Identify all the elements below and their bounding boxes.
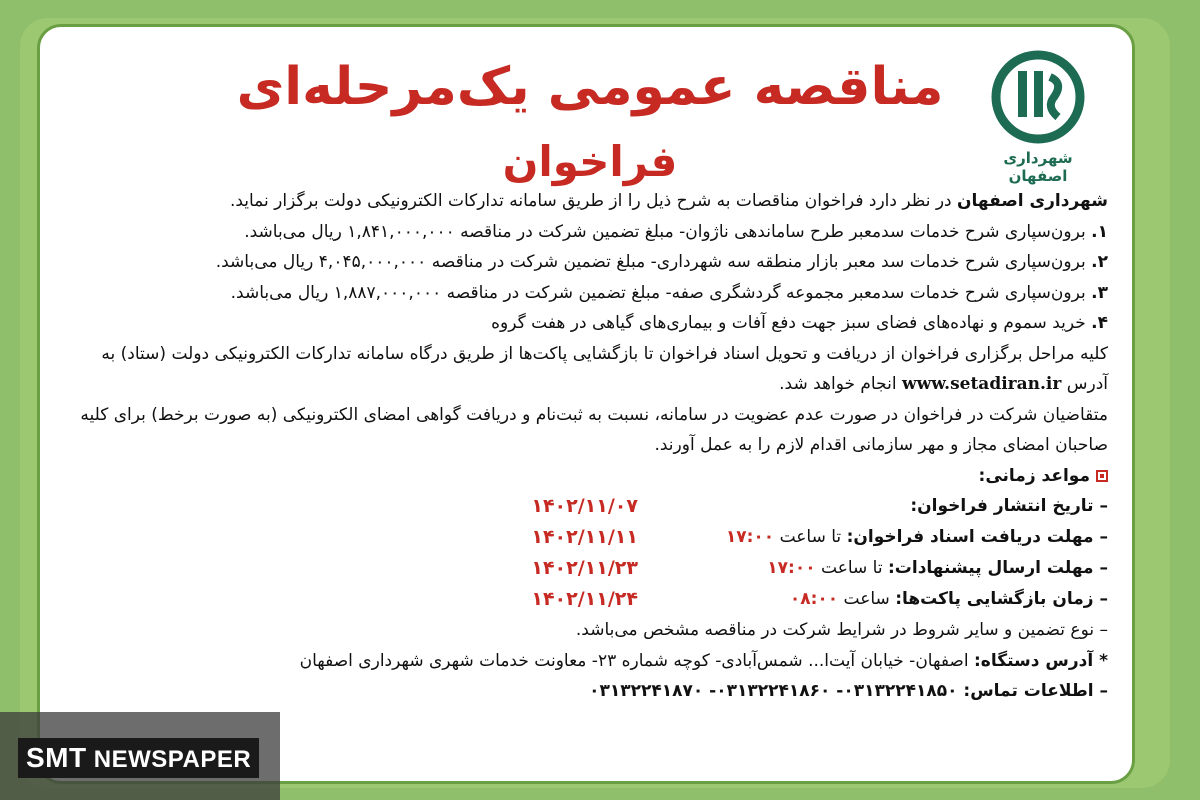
intro-text: در نظر دارد فراخوان مناقصات به شرح ذیل را از طریق سامانه تدارکات الکترونیکی دولت برگزار نماید. — [229, 191, 958, 211]
schedule-label — [726, 522, 1108, 553]
address-text: اصفهان- خیابان آیت‌ا... شمس‌آبادی- کوچه شماره ۲۳- معاونت خدمات شهری شهرداری اصفهان — [299, 650, 974, 671]
isfahan-municipality-logo — [978, 49, 1098, 185]
stages-text: کلیه مراحل برگزاری فراخوان از دریافت و تحویل اسناد فراخوان تا بازگشایی پاکت‌ها از طریق درگاه سامانه تدارکات الکترونیکی دولت (ستاد) به آدرس — [101, 343, 1108, 394]
contact-line — [58, 676, 1108, 707]
intro-paragraph — [58, 186, 1108, 217]
schedule-row — [58, 553, 1108, 584]
logo-caption: شهرداری اصفهان — [1003, 149, 1073, 185]
item-text: برون‌سپاری شرح خدمات سد معبر بازار منطقه سه شهرداری- مبلغ تضمین شرکت در مناقصه ۴,۰۴۵,۰۰۰,۰۰۰ ریال می‌باشد. — [215, 252, 1092, 272]
item-number: ۱. — [1091, 221, 1108, 242]
list-item — [58, 217, 1108, 248]
schedule-label — [790, 584, 1108, 615]
schedule-date: ۱۴۰۲/۱۱/۲۳ — [531, 557, 638, 579]
bullet-square-icon — [1096, 470, 1108, 482]
schedule-label-text: – تاریخ انتشار فراخوان: — [910, 496, 1108, 516]
guarantee-note: – نوع تضمین و سایر شروط در شرایط شرکت در مناقصه مشخص می‌باشد. — [575, 620, 1108, 640]
schedule-time: ۱۷:۰۰ — [725, 527, 775, 547]
schedule-prefix: ساعت — [838, 589, 896, 609]
setadiran-link[interactable]: www.setadiran.ir — [901, 374, 1062, 394]
schedule-label-text: – مهلت دریافت اسناد فراخوان: — [846, 527, 1108, 547]
address-line — [58, 646, 1108, 677]
schedule-prefix: تا ساعت — [815, 558, 888, 578]
item-text: برون‌سپاری شرح خدمات سدمعبر طرح ساماندهی ناژوان- مبلغ تضمین شرکت در مناقصه ۱,۸۴۱,۰۰۰,۰۰۰ ریال می‌باشد. — [244, 221, 1092, 242]
applicants-paragraph: متقاضیان شرکت در فراخوان در صورت عدم عضویت در سامانه، نسبت به ثبت‌نام و دریافت گواهی امضای الکترونیکی (به صورت برخط) برای کلیه صاحبان امضای مجاز و مهر سازمانی اقدام لازم را به عمل آورند. — [80, 404, 1108, 455]
item-text: برون‌سپاری شرح خدمات سدمعبر مجموعه گردشگری صفه- مبلغ تضمین شرکت در مناقصه ۱,۸۸۷,۰۰۰,۰۰۰ ریال می‌باشد. — [230, 282, 1092, 303]
intro-org: شهرداری اصفهان — [957, 191, 1108, 211]
municipality-emblem-icon — [990, 49, 1086, 145]
list-item — [58, 308, 1108, 339]
schedule-time: ۰۸:۰۰ — [789, 589, 839, 609]
page-title: مناقصه عمومی یک‌مرحله‌ای — [236, 57, 944, 117]
schedule-label-text: – زمان بازگشایی پاکت‌ها: — [895, 589, 1108, 609]
page-subtitle: فراخوان — [502, 137, 678, 186]
stages-paragraph — [58, 339, 1108, 400]
address-label: * آدرس دستگاه: — [973, 650, 1108, 671]
notice-body — [58, 186, 1108, 707]
list-item — [58, 247, 1108, 278]
schedule-row — [58, 491, 1108, 522]
schedule-section — [58, 461, 1108, 616]
item-number: ۴. — [1091, 313, 1108, 333]
item-text: خرید سموم و نهاده‌های فضای سبز جهت دفع آفات و بیماری‌های گیاهی در هفت گروه — [491, 313, 1092, 333]
tender-items-list — [58, 217, 1108, 339]
schedule-date: ۱۴۰۲/۱۱/۰۷ — [531, 495, 638, 517]
schedule-time: ۱۷:۰۰ — [767, 558, 816, 578]
schedule-label — [767, 553, 1108, 584]
contact-label: – اطلاعات تماس: — [963, 681, 1108, 701]
stages-tail: انجام خواهد شد. — [779, 374, 902, 394]
item-number: ۳. — [1091, 282, 1108, 303]
schedule-heading-text: مواعد زمانی: — [978, 465, 1090, 486]
list-item — [58, 278, 1108, 309]
schedule-row — [58, 584, 1108, 615]
watermark-label — [18, 738, 259, 778]
schedule-label-text: – مهلت ارسال پیشنهادات: — [887, 558, 1108, 578]
schedule-prefix: تا ساعت — [774, 527, 847, 547]
watermark-rest: NEWSPAPER — [86, 746, 252, 773]
contact-phones: ۰۳۱۳۲۲۴۱۸۵۰- ۰۳۱۳۲۲۴۱۸۶۰- ۰۳۱۳۲۲۴۱۸۷۰ — [589, 681, 964, 701]
schedule-label — [910, 491, 1108, 522]
schedule-row — [58, 522, 1108, 553]
schedule-date: ۱۴۰۲/۱۱/۲۴ — [531, 588, 638, 610]
schedule-date: ۱۴۰۲/۱۱/۱۱ — [531, 526, 638, 548]
watermark-brand: SMT — [26, 742, 87, 773]
item-number: ۲. — [1091, 252, 1108, 272]
schedule-heading — [58, 461, 1108, 492]
